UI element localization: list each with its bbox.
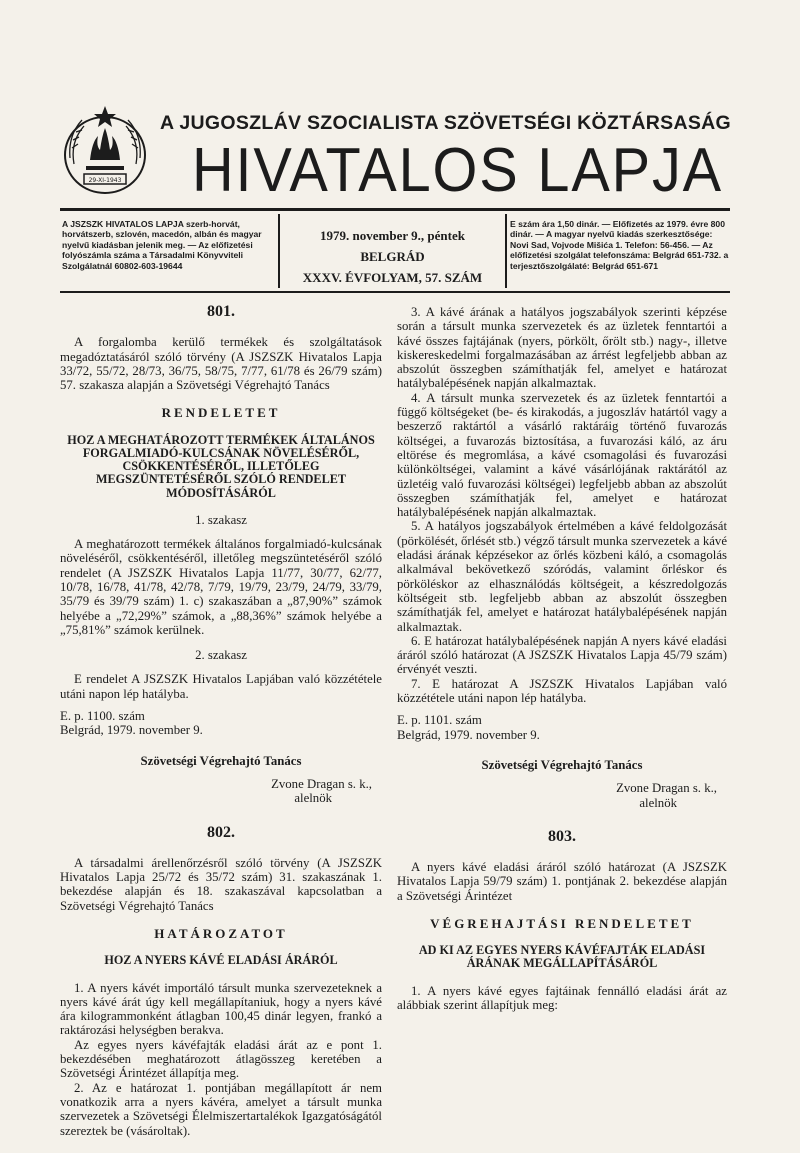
decree-number-803: 803. [548, 827, 576, 845]
decree-801-title: HOZ A MEGHATÁROZOTT TERMÉKEK ÁLTALÁNOS FORGALMIADÓ-KULCSÁNAK NÖVELÉSÉRŐL, CSÖKKENTÉSÉRŐL, ILLETŐLEG MEGSZÜNTETÉSÉRŐL SZÓLÓ RENDELET MÓDOSÍTÁSÁRÓL [67, 432, 375, 500]
decree-number-801: 801. [207, 303, 235, 320]
decree-802-signer: Zvone Dragan s. k., [616, 781, 717, 796]
decree-802-reference: E. p. 1101. szám [397, 713, 482, 728]
decree-802-point-1-para-2: Az egyes nyers kávéfajták eladási árát az e pont 1. bekezdésében meghatározott átlagösszeg keretében a Szövetségi Árintézet állapítja meg. [60, 1037, 382, 1081]
decree-801-signer-role: alelnök [294, 791, 332, 806]
decree-801-section-1-text: A meghatározott termékek általános forgalmiadó-kulcsának növeléséről, csökkentéséről, illetőleg megszüntetéséről szóló rendelet (A JSZSZK Hivatalos Lapja 11/77, 30/77, 62/77, 10/78, 16/78, 41/78, 42/78, 7/79, 19/79, 23/79, 24/79, 33/79, 35/79 és 39/79 szám) 1. c) szakaszában a „87,90%” számok helyébe a „72,29%” számok, a „88,36%” számok helyébe a „75,81%” számok kerülnek. [60, 537, 382, 637]
decree-801-section-2-text: E rendelet A JSZSZK Hivatalos Lapjában való közzététele utáni napon lép hatályba. [60, 672, 382, 701]
decree-803-type: VÉGREHAJTÁSI RENDELETET [430, 915, 694, 931]
decree-802-signer-role: alelnök [639, 795, 677, 810]
decree-number-802: 802. [207, 823, 235, 841]
decree-802-point-3: 3. A kávé árának a hatályos jogszabályok szerinti képzése során a társult munka szervezetek és az üzletek fenntartói a kávé összes fajtájának (nyers, pörkölt, őrölt stb.) nagy-, illetve kiskereskedelmi forgalmazásában az árrést legfeljebb abban az abszolút összegben számíthatják fel, amelyet e határozat hatálybalépésének napján alkalmaztak. [397, 305, 727, 391]
gazette-title: HIVATALOS LAPJA [192, 136, 724, 205]
decree-802-point-5: 5. A hatályos jogszabályok értelmében a kávé feldolgozását (pörkölését, őrlését stb.) végző társult munka szervezetek a kávé eladási árának képzésekor az őrlés közbeni káló, a csomagolás alkalmával bekövetkező szóródás, valamint őrléskor és pörköléskor az elhasználódás költségeit, a készredolgozás költségeit stb. legfeljebb abban az abszolút összegben számíthatják fel, amelyet e határozat hatálybalépésének napján alkalmaztak. [397, 519, 727, 634]
decree-801-signer: Zvone Dragan s. k., [271, 776, 372, 791]
issue-volume: XXXV. ÉVFOLYAM, 57. SZÁM [302, 270, 483, 285]
issue-city: BELGRÁD [360, 249, 425, 264]
decree-802-point-6: 6. E határozat hatálybalépésének napján A nyers kávé eladási áráról szóló határozat (A JSZSZK Hivatalos Lapja 45/79 szám) érvényét veszti. [397, 633, 727, 677]
decree-801-section-1-heading: 1. szakasz [195, 512, 247, 527]
decree-801-preamble: A forgalomba kerülő termékek és szolgáltatások megadóztatásáról szóló törvény (A JSZSZK Hivatalos Lapja 33/72, 55/72, 28/73, 36/75, 58/75, 7/77, 61/78 és 26/79 szám) 57. szakasza alapján a Szövetségi Végrehajtó Tanács [60, 335, 382, 393]
republic-name: A JUGOSZLÁV SZOCIALISTA SZÖVETSÉGI KÖZTÁRSASÁG [160, 112, 732, 134]
decree-801-place-date: Belgrád, 1979. november 9. [60, 723, 203, 738]
decree-801-type: RENDELETET [161, 405, 281, 421]
issue-date: 1979. november 9., péntek [320, 228, 465, 243]
decree-803-title: AD KI AZ EGYES NYERS KÁVÉFAJTÁK ELADÁSI ÁRÁNAK MEGÁLLAPÍTÁSÁRÓL [418, 943, 706, 971]
price-subscription-info: E szám ára 1,50 dinár. — Előfizetés az 1979. évre 800 dinár. — A magyar nyelvű kiadás szerkesztősége: Novi Sad, Vojvode Mišića 1. Telefon: 56-456. — Az előfizetési szolgálat telefonszáma: Belgrád 651-732. a terjesztőszolgálaté: Belgrád 651-671 [510, 219, 729, 271]
decree-802-point-7: 7. E határozat A JSZSZK Hivatalos Lapjában való közzététele utáni napon lép hatályba. [397, 676, 727, 706]
coat-of-arms-emblem [60, 100, 150, 200]
decree-802-place-date: Belgrád, 1979. november 9. [397, 727, 540, 742]
header-divider-right [505, 214, 507, 288]
decree-803-preamble: A nyers kávé eladási áráról szóló határozat (A JSZSZK Hivatalos Lapja 59/79 szám) 1. pontjának 2. bekezdése alapján a Szövetségi Árintézet [397, 860, 727, 903]
decree-803-point-1: 1. A nyers kávé egyes fajtáinak fennálló eladási árát az alábbiak szerint állapítjuk meg: [397, 983, 727, 1012]
right-column [397, 305, 727, 1012]
emblem-date-text: 29-XI-1943 [88, 177, 122, 184]
decree-802-point-4: 4. A társult munka szervezetek és az üzletek fenntartói a függő költségeket (be- és kirakodás, a jugoszláv határtól vagy a beszerző raktártól a vásárló raktáráig történő fuvarozás költségei, a fuvarozás biztosítása, a fuvarozási káló, az áru eltörése és megromlása, a kávé csomagolási és fuvarozási különköltségei, valamint a kávé vásárlójának raktárától az üzletéig való fuvarozási költségei) legfeljebb abban az abszolút összegben számíthatják fel, amelyet e határozat hatálybalépésének napján alkalmaztak. [397, 390, 727, 520]
issue-info [285, 225, 500, 288]
decree-801-reference: E. p. 1100. szám [60, 709, 145, 724]
decree-802-type: HATÁROZATOT [154, 926, 288, 942]
decree-801-section-2-heading: 2. szakasz [195, 648, 247, 663]
decree-802-title: HOZ A NYERS KÁVÉ ELADÁSI ÁRÁRÓL [104, 953, 338, 968]
left-column [60, 305, 382, 1138]
publication-info: A JSZSZK HIVATALOS LAPJA szerb-horvát, horvátszerb, szlovén, macedón, albán és magyar nyelvű kiadásban jelenik meg. — Az előfizetési folyószámla száma a Társadalmi Könyvviteli Szolgálatnál 60802-603-19644 [62, 219, 262, 271]
header-rule-top [60, 208, 730, 211]
decree-802-preamble: A társadalmi árellenőrzésről szóló törvény (A JSZSZK Hivatalos Lapja 25/72 és 35/72 szám) 31. szakaszának 1. bekezdése alapján és 18. szakaszával kapcsolatban a Szövetségi Végrehajtó Tanács [60, 855, 382, 913]
decree-802-point-2: 2. Az e határozat 1. pontjában megállapított ár nem vonatkozik arra a nyers kávéra, amelyet a társult munka szervezetek a Szövetségi Élelmiszertartalékok Igazgatóságától szereztek be (vásároltak). [60, 1080, 382, 1138]
header-rule-bottom [60, 291, 730, 293]
header-divider-left [278, 214, 280, 288]
decree-801-council: Szövetségi Végrehajtó Tanács [140, 753, 302, 768]
decree-802-point-1: 1. A nyers kávét importáló társult munka szervezeteknek a nyers kávé árát úgy kell megállapítaniuk, hogy a nyers kávé ára kilogrammonként átlagban 100,45 dinár legyen, frankó a raktározási helységben berakva. [60, 980, 382, 1038]
decree-802-council: Szövetségi Végrehajtó Tanács [481, 757, 643, 772]
